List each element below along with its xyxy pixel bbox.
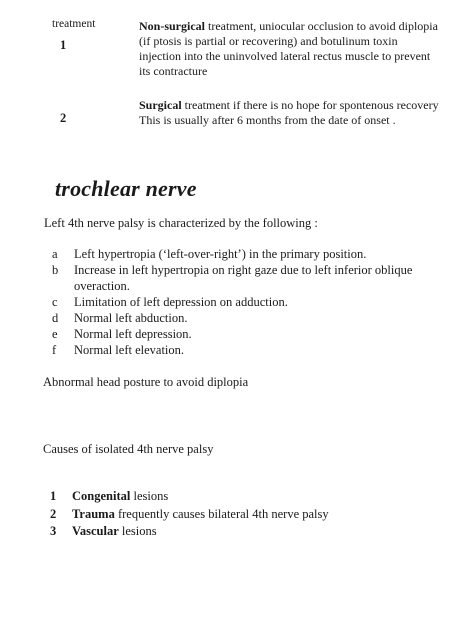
features-list (52, 246, 464, 358)
list-item (52, 310, 464, 326)
list-item (52, 246, 464, 262)
list-item (52, 294, 464, 310)
cause-text (72, 488, 168, 506)
section-title: trochlear nerve (55, 176, 197, 201)
cause-rest: lesions (118, 524, 157, 538)
cause-text (72, 523, 157, 541)
list-item-letter: e (52, 327, 58, 341)
list-item (50, 523, 329, 541)
cause-lead: Congenital (72, 489, 131, 503)
section-intro: Left 4th nerve palsy is characterized by the following : (44, 216, 318, 230)
treatment-item-number: 2 (60, 111, 67, 125)
list-item (50, 488, 329, 506)
list-item-text: Limitation of left depression on adduction. (74, 295, 288, 309)
list-item-letter: a (52, 247, 58, 261)
list-item-letter: f (52, 343, 57, 357)
treatment-item-surgical (139, 98, 439, 128)
treatment-item-lead: Non-surgical (139, 19, 205, 33)
list-item-text: Normal left abduction. (74, 311, 188, 325)
list-item-text: Left hypertropia (‘left-over-right’) in the primary position. (74, 247, 367, 261)
cause-text (72, 506, 329, 524)
list-item-text: Increase in left hypertropia on right gaze due to left inferior oblique overaction. (74, 263, 413, 293)
treatment-item-nonsurgical (139, 19, 439, 79)
list-item (52, 262, 464, 294)
cause-number: 3 (50, 524, 57, 538)
causes-list (50, 488, 329, 541)
cause-rest: frequently causes bilateral 4th nerve palsy (114, 506, 329, 521)
list-item (52, 326, 464, 342)
treatment-item-text: treatment, uniocular occlusion to avoid diplopia (if ptosis is partial or recovering) and botulinum toxin injection into the uninvolved lateral rectus muscle to prevent its contracture (139, 19, 438, 78)
treatment-item-text: treatment if there is no hope for spontenous recovery This is usually after 6 months from the date of onset . (139, 98, 439, 127)
list-item-text: Normal left elevation. (74, 343, 185, 357)
list-item-letter: b (52, 263, 59, 277)
cause-rest: lesions (130, 489, 169, 503)
causes-title: Causes of isolated 4th nerve palsy (43, 442, 214, 456)
cause-number: 2 (50, 506, 57, 521)
treatment-item-number: 1 (60, 38, 67, 52)
list-item-letter: d (52, 311, 59, 325)
cause-lead: Vascular (72, 524, 119, 538)
treatment-item-lead: Surgical (139, 98, 182, 112)
list-item-text: Normal left depression. (74, 327, 192, 341)
head-posture-line: Abnormal head posture to avoid diplopia (43, 375, 249, 389)
treatment-heading: treatment (52, 18, 96, 30)
list-item (52, 342, 464, 358)
cause-number: 1 (50, 489, 57, 503)
list-item-letter: c (52, 295, 58, 309)
list-item (50, 506, 329, 524)
cause-lead: Trauma (72, 506, 115, 521)
